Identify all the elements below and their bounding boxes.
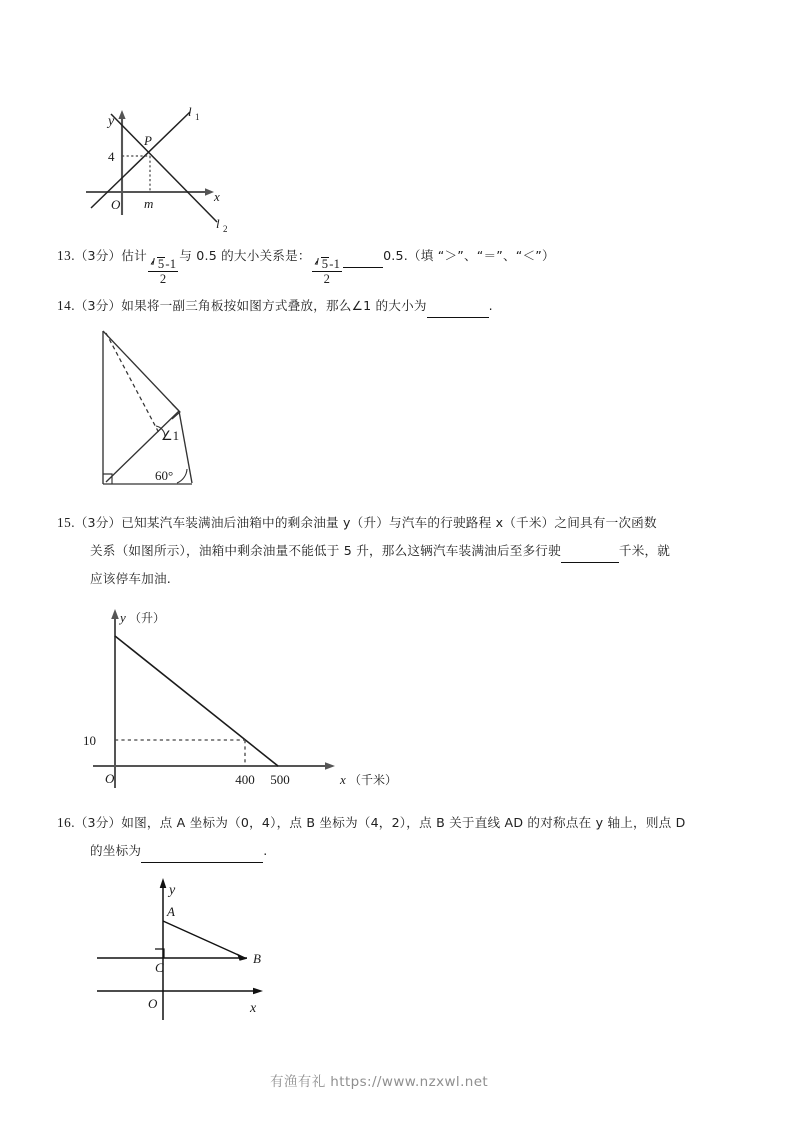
- q13-frac1-rest: -1: [165, 256, 177, 271]
- y-axis-arrow: [118, 110, 125, 119]
- chart-y-axis-unit: （升）: [129, 611, 166, 625]
- label-angle-1: ∠1: [161, 428, 180, 443]
- q15-text-line3: 应该停车加油.: [90, 571, 171, 586]
- q14-score: （3分）: [74, 298, 122, 313]
- q13-fraction-1: [148, 257, 178, 286]
- q15-text-line2-a: 关系（如图所示），油箱中剩余油量不能低于 5 升，那么这辆汽车装满油后至多行驶: [90, 543, 561, 558]
- q14-number: 14: [57, 298, 72, 313]
- q13-frac1-denominator: 2: [159, 271, 167, 286]
- fig16-label-origin: O: [148, 996, 158, 1011]
- line-l1: [91, 112, 190, 208]
- fig16-x-axis-arrow: [253, 988, 263, 995]
- label-line-l2: l: [216, 216, 220, 231]
- chart-x-axis-arrow: [325, 762, 335, 770]
- chart-x-axis-label: x: [340, 772, 346, 787]
- chart-y-axis-label: y: [120, 610, 126, 625]
- fig16-segment-ab-arrowhead: [237, 954, 247, 961]
- q16-answer-blank[interactable]: [141, 842, 263, 863]
- fig16-segment-ab: [163, 921, 245, 958]
- q16-text-line2-b: .: [263, 843, 268, 858]
- figure-two-intersecting-lines: [78, 100, 268, 234]
- label-line-l1: l: [188, 104, 192, 119]
- question-14: [57, 296, 493, 318]
- chart-origin-label: O: [105, 771, 115, 786]
- fig16-label-y-axis: y: [169, 883, 176, 898]
- q13-dot: .: [71, 248, 75, 263]
- q13-frac1-root: 5: [157, 256, 165, 271]
- q14-dot: .: [71, 298, 75, 313]
- chart-x-tick-label-500: 500: [270, 772, 290, 787]
- q16-text-line1: 如图，点 A 坐标为（0，4），点 B 坐标为（4，2），点 B 关于直线 AD 的对称点在 y 轴上，则点 D: [121, 815, 686, 830]
- q13-number: 13: [57, 248, 72, 263]
- fig16-label-point-c: C: [155, 960, 164, 975]
- q15-dot: .: [71, 515, 75, 530]
- label-y-value-4: 4: [108, 149, 115, 164]
- fig16-label-point-b: B: [253, 951, 261, 966]
- q16-number: 16: [57, 815, 72, 830]
- label-origin: O: [111, 197, 121, 212]
- q13-score: （3分）: [74, 248, 122, 263]
- fig16-label-point-a: A: [167, 904, 175, 919]
- q13-answer-blank[interactable]: [343, 247, 383, 268]
- label-point-p: P: [144, 133, 152, 148]
- q13-text-b: 与 0.5 的大小关系是：: [179, 248, 311, 263]
- q13-fraction-2: [312, 257, 342, 286]
- question-16-line-2: [90, 841, 267, 863]
- q15-score: （3分）: [74, 515, 122, 530]
- q15-answer-blank[interactable]: [561, 542, 619, 563]
- label-x-value-m: m: [144, 196, 154, 211]
- fig16-y-axis-arrow: [160, 878, 167, 888]
- q13-text-c: 0.5.（填 “＞”、“＝”、“＜”）: [383, 248, 555, 263]
- label-y-axis: y: [108, 114, 115, 129]
- label-line-l1-subscript: 1: [195, 112, 200, 122]
- q15-text-line2-b: 千米，就: [618, 543, 671, 558]
- question-15-line-1: [57, 513, 657, 533]
- x-axis-arrow: [205, 188, 214, 195]
- q16-score: （3分）: [74, 815, 122, 830]
- site-watermark: 有渔有礼 https://www.nzxwl.net: [270, 1074, 489, 1090]
- label-x-axis: x: [214, 189, 220, 204]
- label-angle-60: 60°: [155, 468, 174, 483]
- q15-number: 15: [57, 515, 72, 530]
- chart-x-axis-unit: （千米）: [349, 773, 398, 787]
- q15-text-line1: 已知某汽车装满油后油箱中的剩余油量 y（升）与汽车的行驶路程 x（千米）之间具有一次函数: [121, 515, 657, 530]
- question-15-line-3: [90, 569, 171, 589]
- line-l2: [111, 114, 217, 222]
- q16-text-line2-a: 的坐标为: [90, 843, 142, 858]
- question-15-line-2: [90, 541, 670, 563]
- chart-y-axis-arrow: [111, 609, 119, 619]
- dashed-construction-line: [106, 333, 159, 433]
- figure-overlapping-set-squares: [92, 322, 222, 497]
- chart-x-tick-label-400: 400: [235, 772, 255, 787]
- question-13: [57, 246, 555, 285]
- q13-text-a: 估计: [121, 248, 147, 263]
- chart-fuel-remaining-vs-distance: [83, 598, 418, 798]
- q13-frac2-denominator: 2: [323, 271, 331, 286]
- q13-frac2-rest: -1: [329, 256, 341, 271]
- right-angle-mark-lower-left: [103, 474, 112, 484]
- question-16-line-1: [57, 813, 686, 833]
- q13-frac2-root: 5: [321, 256, 329, 271]
- chart-y-tick-label-10: 10: [83, 733, 96, 748]
- label-line-l2-subscript: 2: [223, 224, 228, 234]
- q14-answer-blank[interactable]: [427, 297, 489, 318]
- angle60-arc: [177, 469, 187, 483]
- triangle2-right-edge: [179, 411, 192, 483]
- q14-text-b: .: [488, 298, 493, 313]
- figure-coordinate-plane-abc: [95, 872, 310, 1027]
- chart-series-line: [115, 636, 278, 766]
- q14-text-a: 如果将一副三角板按如图方式叠放，那么∠1 的大小为: [121, 298, 427, 313]
- fig16-label-x-axis: x: [250, 1001, 257, 1016]
- q16-dot: .: [71, 815, 75, 830]
